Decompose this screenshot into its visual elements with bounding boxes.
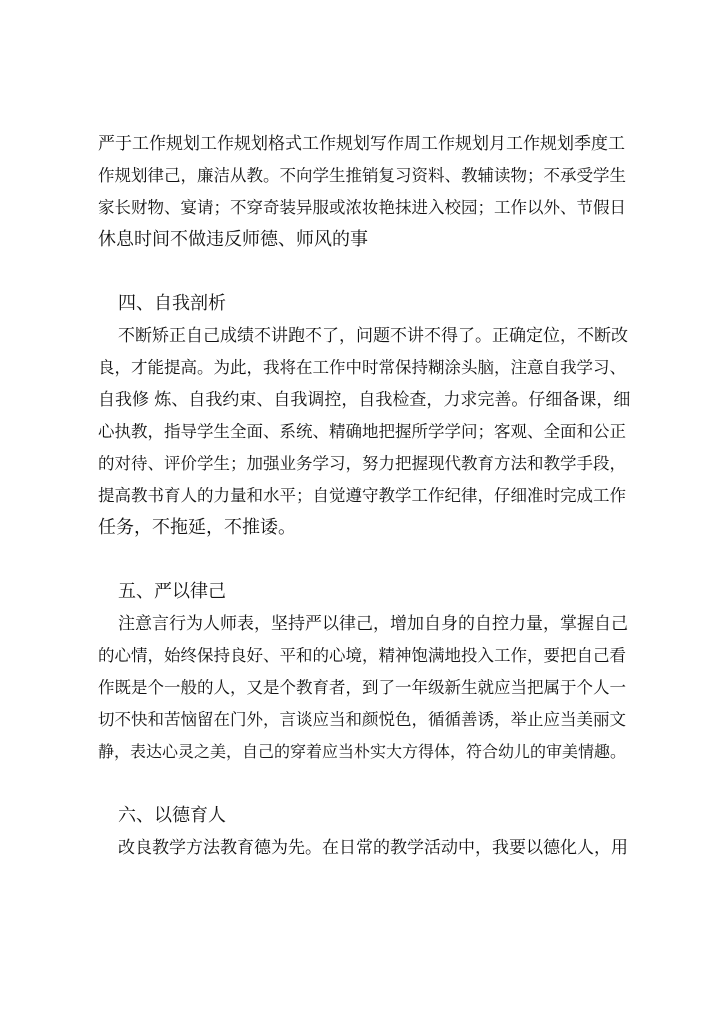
text-line: 严于工作规划工作规划格式工作规划写作周工作规划月工作规划季度工 xyxy=(98,134,625,154)
paragraph-line xyxy=(98,704,630,736)
paragraph-line xyxy=(98,128,630,160)
paragraph-line xyxy=(98,416,630,448)
text-line: 注意言行为人师表，坚持严以律己，增加自身的自控力量，掌握自己 xyxy=(118,614,628,634)
paragraph-line xyxy=(98,352,630,384)
text-line: 切不快和苦恼留在门外，言谈应当和颜悦色，循循善诱，举止应当美丽文 xyxy=(98,710,626,729)
section-heading-text: 五、严以律己 xyxy=(118,581,226,602)
paragraph-line xyxy=(98,448,630,480)
text-line: 自我修 炼、自我约束、自我调控，自我检查，力求完善。仔细备课，细 xyxy=(98,390,631,410)
paragraph-line xyxy=(98,192,630,224)
text-line: 良，才能提高。为此，我将在工作中时常保持糊涂头脑，注意自我学习、 xyxy=(98,358,626,377)
paragraph-line xyxy=(118,320,630,352)
paragraph-line xyxy=(118,608,630,640)
text-line: 作既是个一般的人，又是个教育者，到了一年级新生就应当把属于个人一 xyxy=(98,678,626,697)
section-heading-text: 六、以德育人 xyxy=(118,805,226,826)
paragraph-line xyxy=(98,224,368,256)
paragraph-line xyxy=(98,640,630,672)
text-line: 任务，不拖延，不推诿。 xyxy=(98,517,296,538)
paragraph-line xyxy=(98,384,630,416)
paragraph-line xyxy=(118,832,630,864)
section-heading xyxy=(118,288,226,320)
text-line: 不断矫正自己成绩不讲跑不了，问题不讲不得了。正确定位，不断改 xyxy=(118,326,628,346)
text-line: 休息时间不做违反师德、师风的事 xyxy=(98,229,368,250)
paragraph-line xyxy=(98,480,630,512)
text-line: 作规划律己，廉洁从教。不向学生推销复习资料、教辅读物；不承受学生 xyxy=(98,166,626,185)
paragraph-line xyxy=(98,160,630,192)
section-heading-text: 四、自我剖析 xyxy=(118,293,226,314)
paragraph-line xyxy=(98,512,296,544)
section-heading xyxy=(118,576,226,608)
text-line: 家长财物、宴请；不穿奇装异服或浓妆艳抹进入校园；工作以外、节假日 xyxy=(98,198,626,217)
section-heading xyxy=(118,800,226,832)
text-line: 提高教书育人的力量和水平；自觉遵守教学工作纪律，仔细准时完成工作 xyxy=(98,486,626,505)
text-line: 的心情，始终保持良好、平和的心境，精神饱满地投入工作，要把自己看 xyxy=(98,646,626,665)
text-line: 改良教学方法教育德为先。在日常的教学活动中，我要以德化人，用 xyxy=(118,838,628,858)
paragraph-line xyxy=(98,672,630,704)
text-line: 心执教，指导学生全面、系统、精确地把握所学学问；客观、全面和公正 xyxy=(98,422,626,441)
text-line: 静，表达心灵之美，自己的穿着应当朴实大方得体，符合幼儿的审美情趣。 xyxy=(98,742,627,761)
text-line: 的对待、评价学生；加强业务学习，努力把握现代教育方法和教学手段， xyxy=(98,454,626,473)
paragraph-line xyxy=(98,736,630,768)
